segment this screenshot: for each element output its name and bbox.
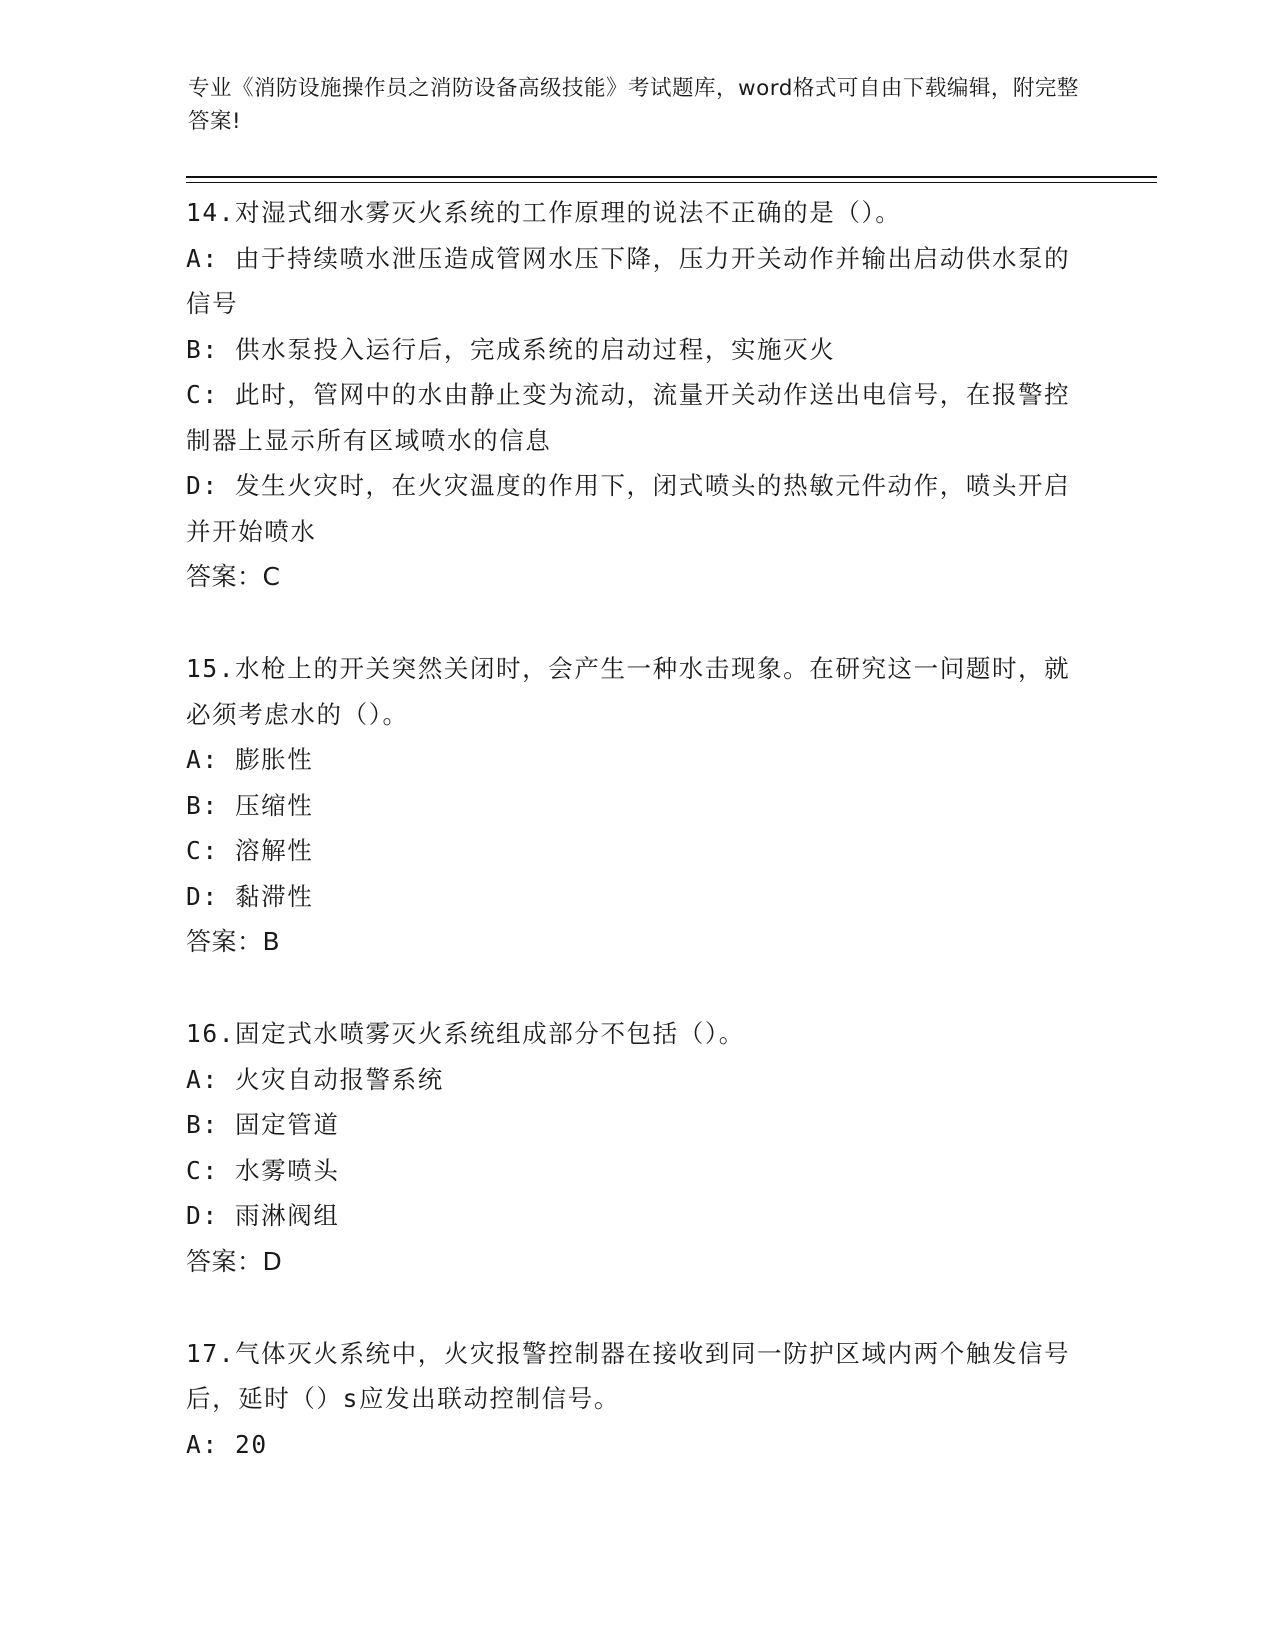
question-stem: 16.固定式水喷雾灭火系统组成部分不包括（）。: [186, 1019, 745, 1048]
option-c: C: 此时，管网中的水由静止变为流动，流量开关动作送出电信号，在报警控制器上显示所有区域喷水的信息: [186, 380, 1071, 455]
option-d: D: 发生火灾时，在火灾温度的作用下，闭式喷头的热敏元件动作，喷头开启并开始喷水: [186, 471, 1071, 546]
answer: 答案：D: [186, 1246, 283, 1276]
header-divider: [186, 176, 1157, 178]
option-b: B: 压缩性: [186, 790, 314, 820]
document-header: 专业《消防设施操作员之消防设备高级技能》考试题库，word格式可自由下载编辑，附完整答案!: [188, 76, 1079, 134]
option-c: C: 溶解性: [186, 836, 314, 865]
option-b: B: 供水泵投入运行后，完成系统的启动过程，实施灭火: [186, 334, 836, 364]
question-15: [186, 646, 1086, 965]
option-d: D: 黏滞性: [186, 881, 314, 911]
option-a: A: 20: [186, 1429, 268, 1459]
answer: 答案：C: [186, 562, 281, 591]
question-stem: 17.气体灭火系统中，火灾报警控制器在接收到同一防护区域内两个触发信号后，延时（）s应发出联动控制信号。: [186, 1338, 1071, 1413]
option-d: D: 雨淋阀组: [186, 1201, 340, 1230]
question-stem: 15.水枪上的开关突然关闭时，会产生一种水击现象。在研究这一问题时，就必须考虑水的（）。: [186, 654, 1071, 729]
option-a: A: 膨胀性: [186, 745, 314, 774]
question-14: [186, 190, 1086, 600]
option-b: B: 固定管道: [186, 1110, 340, 1139]
question-16: [186, 1011, 1086, 1285]
question-list: [186, 190, 1086, 1513]
question-17: [186, 1331, 1086, 1468]
option-c: C: 水雾喷头: [186, 1155, 340, 1185]
option-a: A: 火灾自动报警系统: [186, 1064, 444, 1094]
question-stem: 14.对湿式细水雾灭火系统的工作原理的说法不正确的是（）。: [186, 198, 902, 227]
header-divider-thin: [186, 182, 1157, 183]
answer: 答案：B: [186, 927, 281, 956]
option-a: A: 由于持续喷水泄压造成管网水压下降，压力开关动作并输出启动供水泵的信号: [186, 243, 1071, 318]
